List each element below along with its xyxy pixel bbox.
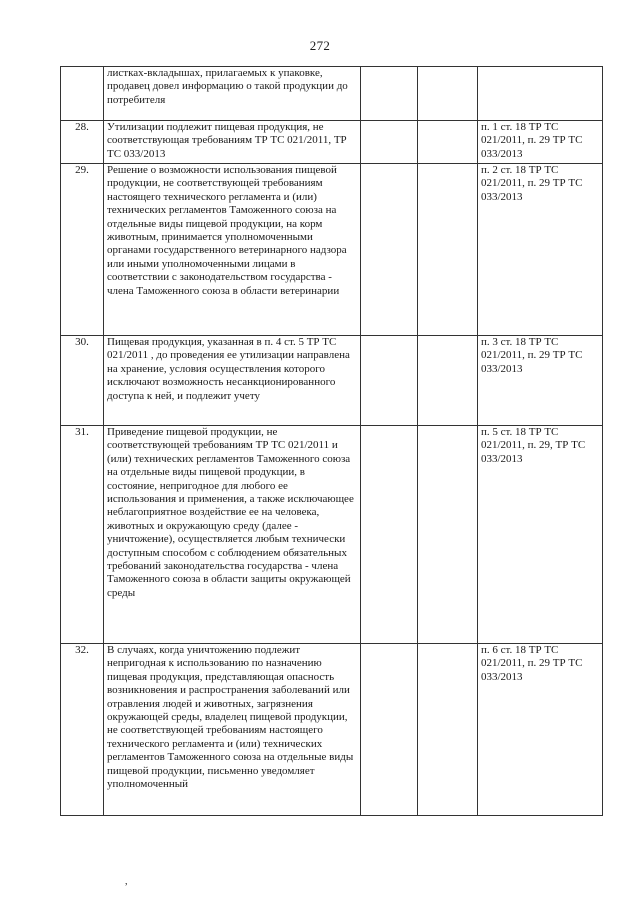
requirements-table <box>60 66 603 816</box>
requirement-text: Решение о возможности использования пищевой продукции, не соответствующей требованиям настоящего технического регламента и (или) технических регламентов Таможенного союза на отдельные виды пищевой продукции, на корм животным, принимается уполномоченными органами государственного ветеринарного надзора или иными уполномоченными лицами в соответствии с законодательством государства - члена Таможенного союза в области ветеринарии <box>104 164 361 336</box>
reference-text: п. 2 ст. 18 ТР ТС 021/2011, п. 29 ТР ТС 033/2013 <box>478 164 603 336</box>
answer-cell <box>361 644 418 816</box>
answer-cell <box>361 336 418 426</box>
answer-cell <box>418 164 478 336</box>
reference-text: п. 5 ст. 18 ТР ТС 021/2011, п. 29, ТР ТС 033/2013 <box>478 426 603 644</box>
requirement-text: листках-вкладышах, прилагаемых к упаковке, продавец довел информацию о такой продукции до потребителя <box>104 67 361 121</box>
reference-text <box>478 67 603 121</box>
table-row <box>61 121 603 164</box>
table-row <box>61 67 603 121</box>
requirement-text: Пищевая продукция, указанная в п. 4 ст. 5 ТР ТС 021/2011 , до проведения ее утилизации направлена на хранение, условия осуществления которого исключают возможность несанкционированного доступа к ней, и подлежит учету <box>104 336 361 426</box>
answer-cell <box>418 67 478 121</box>
answer-cell <box>418 426 478 644</box>
row-number: 30. <box>61 336 104 426</box>
answer-cell <box>361 164 418 336</box>
row-number: 31. <box>61 426 104 644</box>
table-row <box>61 426 603 644</box>
answer-cell <box>418 336 478 426</box>
requirement-text: Приведение пищевой продукции, не соответствующей требованиям ТР ТС 021/2011 и (или) технических регламентов Таможенного союза на отдельные виды пищевой продукции, в состояние, непригодное для любого ее использования и применения, а также исключающее неблагоприятное воздействие ее на человека, животных и окружающую среду (далее - уничтожение), осуществляется любым технически доступным способом с соблюдением обязательных требований законодательства государства - члена Таможенного союза в области защиты окружающей среды <box>104 426 361 644</box>
reference-text: п. 1 ст. 18 ТР ТС 021/2011, п. 29 ТР ТС 033/2013 <box>478 121 603 164</box>
row-number: 29. <box>61 164 104 336</box>
reference-text: п. 6 ст. 18 ТР ТС 021/2011, п. 29 ТР ТС 033/2013 <box>478 644 603 816</box>
answer-cell <box>418 644 478 816</box>
row-number: 28. <box>61 121 104 164</box>
table-row <box>61 164 603 336</box>
row-number <box>61 67 104 121</box>
footer-mark: , <box>125 876 128 887</box>
answer-cell <box>361 121 418 164</box>
table-row <box>61 336 603 426</box>
requirement-text: Утилизации подлежит пищевая продукция, не соответствующая требованиям ТР ТС 021/2011, ТР ТС 033/2013 <box>104 121 361 164</box>
answer-cell <box>361 426 418 644</box>
requirement-text: В случаях, когда уничтожению подлежит непригодная к использованию по назначению пищевая продукция, представляющая опасность возникновения и распространения заболеваний или отравления людей и животных, загрязнения окружающей среды, владелец пищевой продукции, не соответствующей требованиям настоящего технического регламента и (или) технических регламентов Таможенного союза на отдельные виды пищевой продукции, письменно уведомляет уполномоченный <box>104 644 361 816</box>
answer-cell <box>361 67 418 121</box>
page-number: 272 <box>309 38 331 53</box>
table-row <box>61 644 603 816</box>
row-number: 32. <box>61 644 104 816</box>
answer-cell <box>418 121 478 164</box>
reference-text: п. 3 ст. 18 ТР ТС 021/2011, п. 29 ТР ТС 033/2013 <box>478 336 603 426</box>
